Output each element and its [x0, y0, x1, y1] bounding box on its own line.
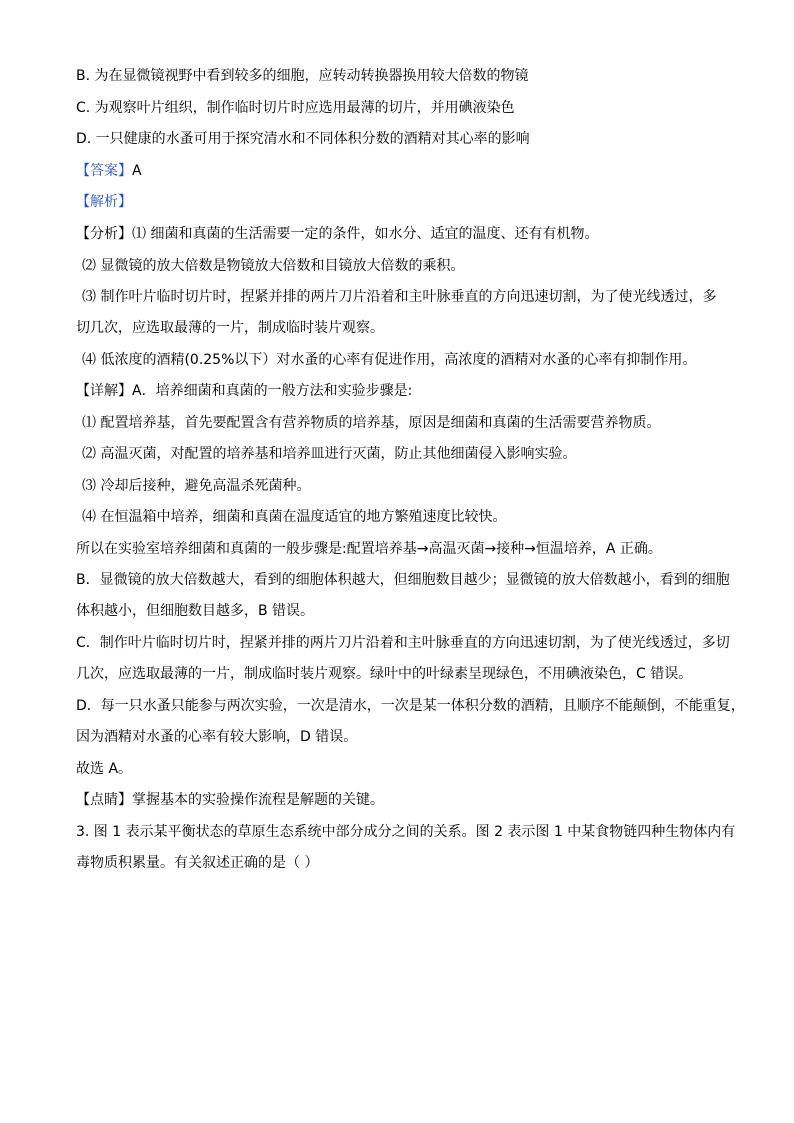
xiangjie-intro: A．培养细菌和真菌的一般方法和实验步骤是: — [132, 383, 413, 399]
answer-tag: 【答案】 — [76, 163, 132, 179]
option-b: B. 为在显微镜视野中看到较多的细胞，应转动转换器换用较大倍数的物镜 — [76, 68, 529, 84]
xiangjie-step-3: ⑶ 冷却后接种，避免高温杀死菌种。 — [82, 478, 311, 494]
fenxi-p2: ⑵ 显微镜的放大倍数是物镜放大倍数和目镜放大倍数的乘积。 — [82, 258, 465, 274]
xiangjie-b-2: 体积越小，但细胞数目越多，B 错误。 — [76, 603, 315, 619]
xiangjie-step-2: ⑵ 高温灭菌，对配置的培养基和培养皿进行灭菌，防止其他细菌侵入影响实验。 — [82, 446, 577, 462]
dianjing-text: 掌握基本的实验操作流程是解题的关键。 — [132, 792, 384, 808]
xiangjie-d-1: D．每一只水蚤只能参与两次实验，一次是清水，一次是某一体积分数的酒精，且顺序不能颠倒，不能重复， — [76, 698, 745, 714]
fenxi-line-1 — [76, 225, 598, 243]
fenxi-tag: 【分析】 — [76, 226, 132, 242]
xiangjie-step-4: ⑷ 在恒温箱中培养，细菌和真菌在温度适宜的地方繁殖速度比较快。 — [82, 509, 507, 525]
fenxi-p1: ⑴ 细菌和真菌的生活需要一定的条件，如水分、适宜的温度、还有有机物。 — [132, 226, 599, 242]
question-3-line-2: 毒物质积累量。有关叙述正确的是（ ） — [76, 855, 319, 871]
xiangjie-c-1: C．制作叶片临时切片时，捏紧并排的两片刀片沿着和主叶脉垂直的方向迅速切割，为了使光线透过，多切 — [76, 635, 730, 651]
option-c: C. 为观察叶片组织，制作临时切片时应选用最薄的切片，并用碘液染色 — [76, 100, 515, 116]
xiangjie-final: 故选 A。 — [76, 761, 133, 777]
xiangjie-c-2: 几次，应选取最薄的一片，制成临时装片观察。绿叶中的叶绿素呈现绿色，不用碘液染色，C 错误。 — [76, 666, 693, 682]
xiangjie-conclusion-a: 所以在实验室培养细菌和真菌的一般步骤是:配置培养基→高温灭菌→接种→恒温培养，A 正确。 — [76, 541, 662, 557]
dianjing-line — [76, 791, 384, 809]
analysis-heading — [76, 193, 132, 211]
answer-line — [76, 162, 142, 180]
question-3-line-1: 3. 图 1 表示某平衡状态的草原生态系统中部分成分之间的关系。图 2 表示图 1 中某食物链四种生物体内有 — [76, 824, 736, 840]
xiangjie-line-1 — [76, 382, 412, 400]
xiangjie-b-1: B．显微镜的放大倍数越大，看到的细胞体积越大，但细胞数目越少；显微镜的放大倍数越小，看到的细胞 — [76, 572, 730, 588]
xiangjie-tag: 【详解】 — [76, 383, 132, 399]
dianjing-tag: 【点睛】 — [76, 792, 132, 808]
xiangjie-step-1: ⑴ 配置培养基，首先要配置含有营养物质的培养基，原因是细菌和真菌的生活需要营养物质。 — [82, 415, 661, 431]
answer-value: A — [132, 163, 142, 179]
fenxi-p3b: 切几次，应选取最薄的一片，制成临时装片观察。 — [76, 320, 384, 336]
analysis-tag: 【解析】 — [76, 194, 132, 210]
fenxi-p4: ⑷ 低浓度的酒精(0.25%以下）对水蚤的心率有促进作用，高浓度的酒精对水蚤的心率有抑制作用。 — [82, 352, 697, 368]
xiangjie-d-2: 因为酒精对水蚤的心率有较大影响，D 错误。 — [76, 729, 358, 745]
option-d: D. 一只健康的水蚤可用于探究清水和不同体积分数的酒精对其心率的影响 — [76, 131, 530, 147]
fenxi-p3a: ⑶ 制作叶片临时切片时，捏紧并排的两片刀片沿着和主叶脉垂直的方向迅速切割，为了使光线透过，多 — [82, 289, 717, 305]
